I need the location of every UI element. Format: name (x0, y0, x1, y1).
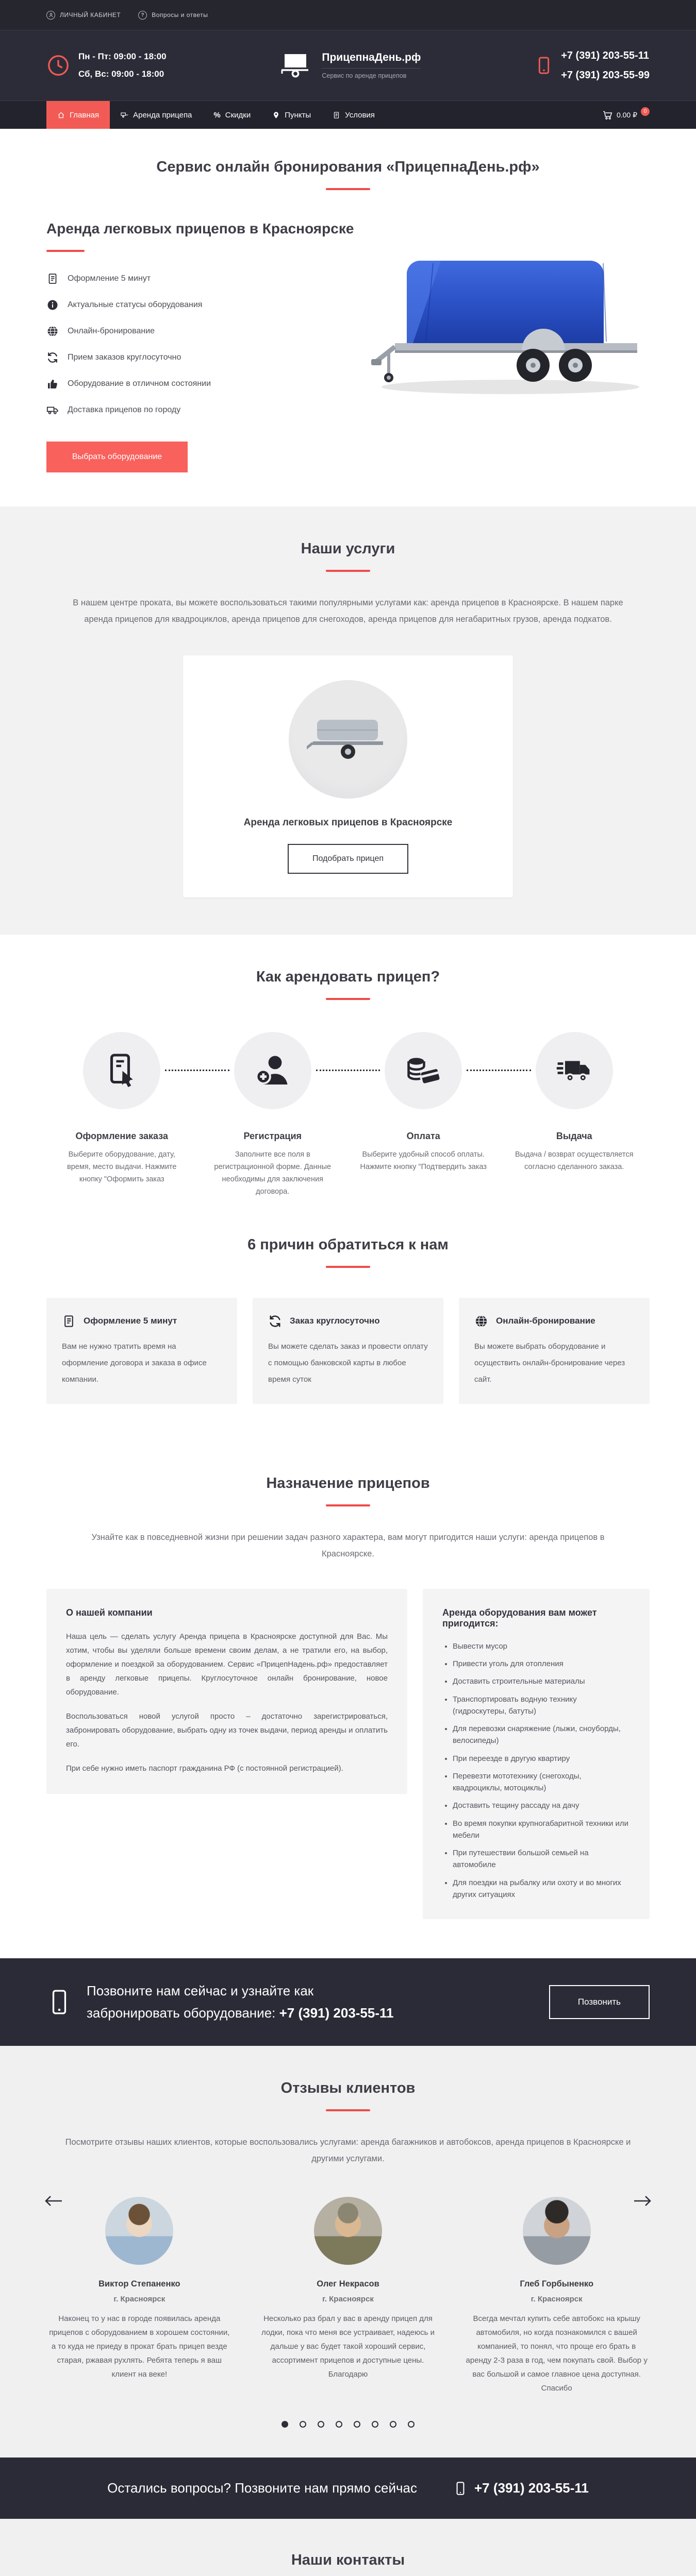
clock-icon (46, 54, 70, 77)
carousel-dot[interactable] (372, 2421, 378, 2428)
delivery-truck-icon (536, 1032, 613, 1109)
about-company-card (46, 1589, 407, 1794)
carousel-dot[interactable] (390, 2421, 396, 2428)
trailer-photo (371, 232, 650, 402)
reviews-intro: Посмотрите отзывы наших клиентов, которые воспользовались услугами: аренда багажников и автобоксов, аренда прицепов в Красноярске и другими услугами. (65, 2137, 631, 2164)
equipment-uses-card (423, 1589, 650, 1919)
step-registration: Регистрация Заполните все поля в регистрационной форме. Данные необходимы для заключения договора. (197, 1032, 349, 1198)
select-trailer-button[interactable]: Подобрать прицеп (288, 844, 408, 874)
hero-feature-list (46, 273, 356, 416)
avatar (105, 2197, 173, 2265)
uses-title: Аренда оборудования вам может пригодится: (442, 1607, 597, 1629)
gray-trailer-icon (307, 715, 389, 764)
uses-item: • Для поездки на рыбалку или охоту и во многих других ситуациях (453, 1877, 630, 1901)
services-intro: В нашем центре проката, вы можете воспользоваться такими популярными услугами как: аренда прицепов в Красноярске. В нашем парке аренда прицепов для квадроциклов, аренда прицепов для снегоходов, аренда прицепов для негабаритных грузов, аренда подкатов. (73, 598, 623, 624)
uses-item: • Транспортировать водную технику (гидроскутеры, батуты) (453, 1693, 630, 1718)
truck-icon (46, 404, 59, 416)
about-paragraph: Воспользоваться новой услугой просто – достаточно зарегистрироваться, забронировать оборудование, выбрать одну из точек выдачи, период аренды и оплатить его. (66, 1711, 388, 1749)
refresh-icon (46, 351, 59, 364)
purpose-heading: Назначение прицепов (266, 1475, 430, 1492)
accent-rule (326, 1504, 370, 1506)
carousel-dots (46, 2421, 650, 2428)
how-to-rent-section (0, 935, 696, 1231)
uses-item: • При путешествии большой семьей на автомобиле (453, 1847, 630, 1871)
avatar (523, 2197, 591, 2265)
services-heading: Наши услуги (301, 540, 395, 557)
register-user-icon (234, 1032, 311, 1109)
reason-card: Оформление 5 минут Вам не нужно тратить время на оформление договора и заказа в офисе компании. (46, 1298, 237, 1404)
review-text: Наконец то у нас в городе появилась аренда прицепов с оборудованием в хорошем состоянии, а то куда не приеду в прокат брать прицеп везде старая, ржавая рухлять. Ребята теперь я ваш клиент на веке! (49, 2314, 230, 2379)
uses-item: • Перевезти мототехнику (снегоходы, квадроциклы, мотоциклы) (453, 1770, 630, 1794)
review-item (255, 2197, 441, 2395)
feature-item: Оформление 5 минут (46, 273, 356, 285)
questions-text: Остались вопросы? Позвоните нам прямо сейчас (107, 2480, 417, 2496)
review-item (46, 2197, 233, 2395)
about-paragraph: Наша цель — сделать услугу Аренда прицепа в Красноярске доступной для Вас. Мы хотим, чтобы вы уделяли больше времени своим делам, а не тратили его, на выбор, оформление и поездкой за оборудованием. Сервис «ПрицепНадень.рф» предоставляет в аренду легковые прицепы. Круглосуточное онлайн бронирование, новое оборудование. (66, 1632, 388, 1697)
main-navigation (0, 100, 696, 129)
questions-phone[interactable]: +7 (391) 203-55-11 (453, 2480, 589, 2496)
feature-item: Оборудование в отличном состоянии (46, 378, 356, 390)
uses-item: • Вывести мусор (453, 1640, 630, 1652)
carousel-dot[interactable] (408, 2421, 415, 2428)
feature-item: Доставка прицепов по городу (46, 404, 356, 416)
cart-icon (602, 110, 613, 121)
uses-item: • Привести уголь для отопления (453, 1658, 630, 1670)
questions-banner (0, 2458, 696, 2519)
hero-subtitle: Аренда легковых прицепов в Красноярске (46, 221, 354, 236)
nav-item-discounts[interactable]: % Скидки (213, 110, 251, 120)
how-heading: Как арендовать прицеп? (256, 969, 440, 986)
payment-icon (385, 1032, 462, 1109)
purpose-intro: Узнайте как в повседневной жизни при решении задач разного характера, вам могут пригодится наши услуги: аренда прицепов в Красноярске. (91, 1532, 605, 1558)
reasons-heading: 6 причин обратиться к нам (247, 1236, 449, 1253)
hours-weekend: Сб, Вс: 09:00 - 18:00 (78, 69, 164, 79)
map-pin-icon (272, 111, 280, 119)
reason-card: Заказ круглосуточно Вы можете сделать заказ и провести оплату с помощью банковской карты в любое время суток (253, 1298, 443, 1404)
uses-item: • Доставить тещину рассаду на дачу (453, 1800, 630, 1811)
reviews-section (0, 2046, 696, 2458)
about-title: О нашей компании (66, 1607, 153, 1618)
accent-rule (326, 2109, 370, 2111)
review-name: Глеб Горбыненко (520, 2279, 594, 2289)
review-city: г. Красноярск (113, 2295, 165, 2304)
smartphone-icon (453, 2481, 468, 2496)
page-title: Сервис онлайн бронирования «ПрицепнаДень.рф» (156, 159, 540, 175)
user-icon (46, 11, 55, 20)
uses-item: • Во время покупки крупногабаритной техники или мебели (453, 1818, 630, 1842)
refresh-icon (268, 1314, 282, 1328)
header (0, 30, 696, 100)
cart-button[interactable] (602, 110, 650, 121)
document-icon (46, 273, 59, 285)
review-text: Несколько раз брал у вас в аренду прицеп для лодки, пока что меня все устраивает, надеюсь и дальше у вас будет такой хороший сервис, ассортимент прицепов и доступные цены. Благодарю (261, 2314, 435, 2379)
services-section (0, 506, 696, 935)
carousel-dot[interactable] (281, 2421, 288, 2428)
header-phones (534, 46, 650, 85)
nav-item-trailer-rent[interactable]: Аренда прицепа (110, 101, 203, 129)
carousel-next-button[interactable] (633, 2193, 652, 2209)
carousel-prev-button[interactable] (44, 2193, 63, 2209)
service-photo (289, 680, 407, 799)
accent-rule (326, 570, 370, 572)
top-bar (0, 0, 696, 30)
feature-item: Прием заказов круглосуточно (46, 351, 356, 364)
smartphone-icon (46, 1989, 72, 2015)
uses-item: • Доставить строительные материалы (453, 1675, 630, 1687)
cart-count-badge: 0 (641, 107, 650, 116)
carousel-dot[interactable] (300, 2421, 306, 2428)
review-name: Олег Некрасов (317, 2279, 379, 2289)
uses-item: • Для перевозки снаряжение (лыжи, сноуборды, велосипеды) (453, 1723, 630, 1747)
step-pickup: Выдача Выдача / возврат осуществляется согласно сделанного заказа. (499, 1032, 650, 1198)
globe-icon (474, 1314, 488, 1328)
reason-card: Онлайн-бронирование Вы можете выбрать оборудование и осуществить онлайн-бронирование через сайт. (459, 1298, 650, 1404)
personal-account-label: ЛИЧНЫЙ КАБИНЕТ (60, 11, 121, 19)
reviews-heading: Отзывы клиентов (280, 2079, 416, 2096)
call-button[interactable]: Позвонить (549, 1985, 650, 2019)
phone-secondary[interactable]: +7 (391) 203-55-99 (561, 70, 650, 81)
faq-label: Вопросы и ответы (152, 11, 208, 19)
accent-rule (46, 250, 85, 252)
service-card (183, 655, 513, 897)
hours-weekdays: Пн - Пт: 09:00 - 18:00 (78, 52, 167, 61)
hero-section (0, 129, 696, 506)
personal-account-link[interactable] (46, 11, 121, 20)
feature-item: Актуальные статусы оборудования (46, 299, 356, 311)
review-name: Виктор Степаненко (98, 2279, 180, 2289)
feature-item: Онлайн-бронирование (46, 325, 356, 337)
uses-list (442, 1640, 630, 1901)
accent-rule (326, 998, 370, 1000)
reasons-section (0, 1231, 696, 1442)
trailer-logo-icon (279, 53, 313, 78)
thumbs-up-icon (46, 378, 59, 390)
choose-equipment-button[interactable]: Выбрать оборудование (46, 442, 188, 472)
contacts-heading: Наши контакты (291, 2552, 405, 2569)
review-city: г. Красноярск (531, 2295, 583, 2304)
carousel-dot[interactable] (354, 2421, 360, 2428)
smartphone-order-icon (83, 1032, 160, 1109)
smartphone-icon (534, 56, 554, 75)
contacts-section (0, 2519, 696, 2576)
accent-rule (326, 188, 370, 190)
call-banner (0, 1958, 696, 2046)
document-icon (62, 1314, 76, 1328)
phone-primary[interactable]: +7 (391) 203-55-11 (561, 50, 649, 61)
step-payment: Оплата Выберите удобный способ оплаты. Нажмите кнопку "Подтвердить заказ (348, 1032, 499, 1198)
site-logo[interactable] (279, 52, 421, 79)
step-order: Оформление заказа Выберите оборудование, дату, время, место выдачи. Нажмите кнопку "Оформить заказ (46, 1032, 197, 1198)
carousel-dot[interactable] (336, 2421, 342, 2428)
logo-subtitle: Сервис по аренде прицепов (322, 68, 421, 79)
carousel-dot[interactable] (318, 2421, 324, 2428)
cart-total: 0.00 ₽ (616, 110, 637, 119)
working-hours (46, 48, 167, 83)
document-icon (333, 111, 340, 119)
accent-rule (326, 1266, 370, 1268)
review-text: Всегда мечтал купить себе автобокс на крышу автомобиля, но когда познакомился с вашей компанией, то понял, что проще его брать в аренду 2-3 раза в год, чем покупать свой. Выбор у вас большой и самое главное цена доступная. Спасибо (466, 2314, 648, 2393)
nav-item-home[interactable]: Главная (46, 101, 110, 129)
review-item (463, 2197, 650, 2395)
faq-link[interactable] (138, 11, 208, 20)
question-icon: ? (138, 11, 147, 20)
nav-item-points[interactable]: Пункты (261, 101, 322, 129)
about-paragraph: При себе нужно иметь паспорт гражданина РФ (с постоянной регистрацией). (66, 1764, 343, 1773)
uses-item: • При переезде в другую квартиру (453, 1753, 630, 1765)
nav-item-terms[interactable]: Условия (322, 101, 386, 129)
purpose-section (0, 1442, 696, 1959)
avatar (314, 2197, 382, 2265)
globe-icon (46, 325, 59, 337)
trailer-icon (121, 111, 128, 119)
home-icon (57, 111, 65, 119)
call-banner-phone[interactable]: +7 (391) 203-55-11 (279, 2005, 394, 2021)
call-banner-text: Позвоните нам сейчас и узнайте как забронировать оборудование: +7 (391) 203-55-11 (87, 1983, 394, 2021)
service-card-title: Аренда легковых прицепов в Красноярске (243, 817, 453, 828)
info-icon (46, 299, 59, 311)
logo-title: ПрицепнаДень.рф (322, 52, 421, 63)
percent-icon: % (213, 110, 221, 120)
review-city: г. Красноярск (322, 2295, 374, 2304)
